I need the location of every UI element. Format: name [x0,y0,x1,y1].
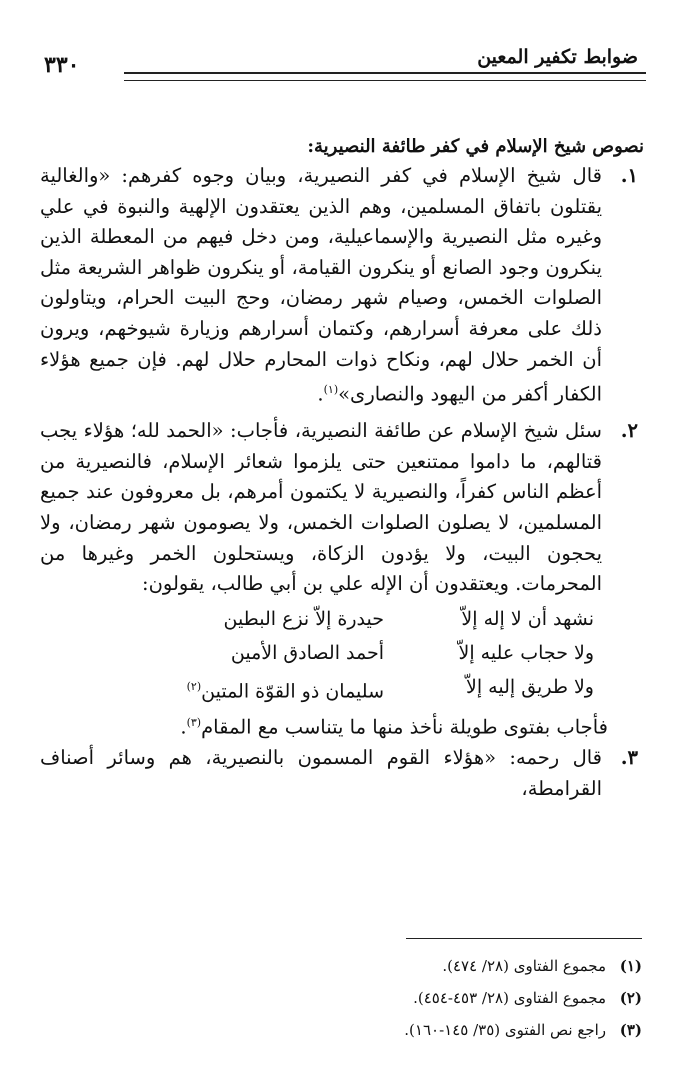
header-rule [34,72,646,81]
footnote-text: مجموع الفتاوى (٢٨/ ٤٥٣-٤٥٤). [413,989,606,1007]
paragraph-text: قال رحمه: «هؤلاء القوم المسمون بالنصيرية، هم وسائر أصناف القرامطة، [40,746,602,800]
verse-line [76,602,604,636]
paragraph-number: ١. [620,164,638,187]
footnote [42,982,642,1014]
running-title: ضوابط تكفير المعين [477,46,638,68]
verse-line [76,636,604,670]
footnote-separator [406,938,642,939]
verse-second-hemistich: أحمد الصادق الأمين [230,641,384,664]
verse-line [76,670,604,708]
paragraph-number: ٣. [620,746,638,770]
verse-first-hemistich: نشهد أن لا إله إلاّ [461,607,594,630]
paragraph-2 [40,416,644,600]
paragraph-number: ٢. [620,419,638,443]
footnote-text: مجموع الفتاوى (٢٨/ ٤٧٤). [442,957,606,975]
page-body [40,136,644,804]
paragraph-text: سئل شيخ الإسلام عن طائفة النصيرية، فأجاب: «الحمد لله؛ هؤلاء يجب قتالهم، ما داموا ممتنعين حتى يلزموا شعائر الإسلام، فالنصيرية من أعظم الناس كفراً، والنصيرية لا يكتمون أمرهم، بل معروفون عند جميع المسلمين، لا يصلون الصلوات الخمس، ولا يصومون شهر رمضان، ولا يحجون البيت، ولا يؤدون الزكاة، ويستحلون الخمر وغيرها من المحرمات. ويعتقدون أن الإله علي بن أبي طالب، يقولون: [40,419,602,596]
footnote-ref[interactable]: (١) [323,383,339,397]
verse-first-hemistich: ولا طريق إليه إلاّ [466,675,594,698]
footnote-ref[interactable]: (٢) [186,679,202,693]
footnote-number: (٣) [619,1021,642,1039]
section-heading: نصوص شيخ الإسلام في كفر طائفة النصيرية: [307,136,644,157]
footnote [42,950,642,982]
verse-second-hemistich: سليمان ذو القوّة المتين$^{(٢)}$ [186,679,384,703]
verse-second-hemistich: حيدرة إلاّ نزع البطين [223,607,384,630]
paragraph-text: قال شيخ الإسلام في كفر النصيرية، وبيان وجوه كفرهم: «والغالية يقتلون باتفاق المسلمين، وهم الذين يعتقدون الإلهية والنبوة في علي وغيره مثل النصيرية والإسماعيلية، ومن دخل فيهم من المعطلة الذين ينكرون وجود الصانع أو ينكرون القيامة، أو ينكرون ظواهر الشريعة مثل الصلوات الخمس، وصيام شهر رمضان، وحج البيت الحرام، ويتاولون ذلك على معرفة أسرارهم، وكتمان أسرارهم وزيارة شيوخهم، ويرون أن الخمر حلال لهم، ونكاح ذوات المحارم حلال لهم. فإن جميع هؤلاء الكفار أكفر من اليهود والنصارى» [40,164,602,406]
paragraph-3 [40,743,644,804]
page-number: ٣٣٠ [44,52,80,78]
footnote-number: (٢) [619,989,642,1007]
poem-verses [76,602,604,708]
paragraph-continuation: فأجاب بفتوى طويلة نأخذ منها ما يتناسب مع المقام$^{(٣)}$. [180,715,608,739]
footnote-number: (١) [619,957,642,975]
paragraph-1: ١. قال شيخ الإسلام في كفر النصيرية، وبيان وجوه كفرهم: «والغالية يقتلون باتفاق المسلمين، وهم الذين يعتقدون الإلهية والنبوة في علي وغيره مثل النصيرية والإسماعيلية، ومن دخل فيهم من المعطلة الذين ينكرون وجود الصانع أو ينكرون القيامة، أو ينكرون ظواهر الشريعة مثل الصلوات الخمس، وصيام شهر رمضان، وحج البيت الحرام، ويتاولون ذلك على معرفة أسرارهم، وكتمان أسرارهم وزيارة شيوخهم، ويرون أن الخمر حلال لهم، ونكاح ذوات المحارم حلال لهم. فإن جميع هؤلاء الكفار أكفر من اليهود والنصارى»$^{(١)}$. [40,161,644,410]
verse-first-hemistich: ولا حجاب عليه إلاّ [458,641,594,664]
page-header [34,46,646,86]
footnote-ref[interactable]: (٣) [186,716,202,730]
footnote-text: راجع نص الفتوى (٣٥/ ١٤٥-١٦٠). [404,1021,606,1039]
footnote [42,1014,642,1046]
footnotes [42,950,642,1046]
